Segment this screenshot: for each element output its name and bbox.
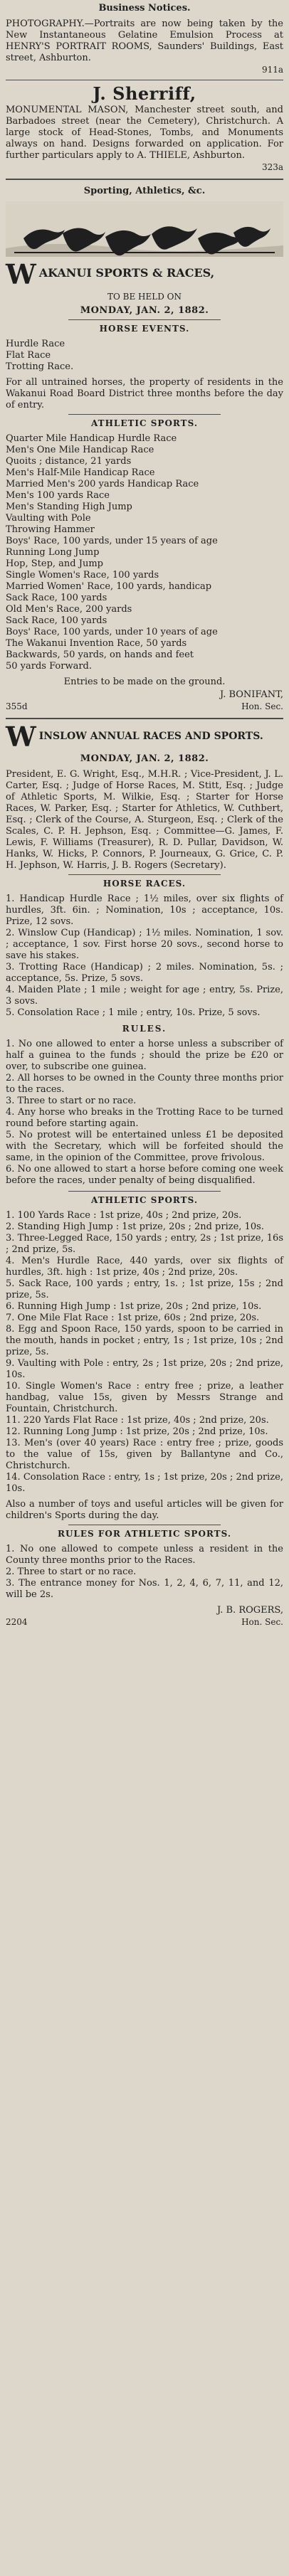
list-item: Men's One Mile Handicap Race: [6, 445, 154, 455]
wakanui-signature-name: J. BONIFANT,: [220, 689, 283, 700]
list-item: 3. The entrance money for Nos. 1, 2, 4, 6, 7, 11, and 12, will be 2s.: [6, 1578, 283, 1600]
wakanui-date: MONDAY, JAN. 2, 1882.: [80, 305, 209, 316]
wakanui-dropcap: W: [6, 258, 36, 290]
wakanui-horse-events-header: HORSE EVENTS.: [99, 324, 190, 334]
list-item: 13. Men's (over 40 years) Race : entry free ; prize, goods to the value of 15s, given by Ballantyne and Co., Christchurch.: [6, 1438, 283, 1471]
winslow-date: MONDAY, JAN. 2, 1882.: [80, 753, 209, 764]
winslow-code: 2204: [6, 1617, 28, 1627]
list-item: 9. Vaulting with Pole : entry, 2s ; 1st prize, 20s ; 2nd prize, 10s.: [6, 1358, 283, 1380]
list-item: Quoits ; distance, 21 yards: [6, 456, 132, 467]
list-item: Men's 100 yards Race: [6, 490, 110, 501]
divider: [6, 179, 283, 180]
list-item: Throwing Hammer: [6, 524, 95, 535]
list-item: 2. Three to start or no race.: [6, 1567, 137, 1577]
winslow-toys-line: Also a number of toys and useful articles will be given for children's Sports during the day.: [6, 1499, 283, 1521]
list-item: Vaulting with Pole: [6, 513, 91, 524]
winslow-title: INSLOW ANNUAL RACES AND SPORTS.: [38, 731, 263, 742]
list-item: 2. All horses to be owned in the County three months prior to the races.: [6, 1073, 283, 1095]
list-item: 11. 220 Yards Flat Race : 1st prize, 40s ; 2nd prize, 20s.: [6, 1415, 269, 1426]
winslow-rules-athletic-header: RULES FOR ATHLETIC SPORTS.: [57, 1529, 231, 1539]
list-item: Men's Standing High Jump: [6, 502, 132, 512]
list-item: 12. Running Long Jump : 1st prize, 20s ; 2nd prize, 10s.: [6, 1426, 268, 1437]
winslow-officials: President, E. G. Wright, Esq., M.H.R. ; Vice-President, J. L. Carter, Esq. ; Judge of Horse Races, M. Stitt, Esq. ; Judge of Athletic Sports, M. Wilkie, Esq. ; Starter for Horse Races, W. Parker, Esq. ; Starter for Athletics, W. Cuthbert, Esq. ; Clerk of the Course, A. Sturgeon, Esq. ; Clerk of the Scales, C. P. H. Jephson, Esq. ; Committee—G. James, F. Lewis, F. Williams (Treasurer), R. D. Pullar, Davidson, W. Hanks, W. Hicks, P. Connors, P. Journeaux, G. Grice, C. P. H. Jephson, W. Harris, J. B. Rogers (Secretary).: [6, 769, 283, 871]
list-item: 7. One Mile Flat Race : 1st prize, 60s ; 2nd prize, 20s.: [6, 1313, 260, 1323]
list-item: 5. No protest will be entertained unless £1 be deposited with the Secretary, which will be forfeited should the same, in the opinion of the Committee, prove frivolous.: [6, 1130, 283, 1163]
winslow-rules: [6, 1039, 283, 1187]
list-item: Married Men's 200 yards Handicap Race: [6, 479, 199, 489]
divider: [68, 874, 221, 875]
winslow-horse-races: [6, 894, 283, 1019]
list-item: 1. No one allowed to enter a horse unless a subscriber of half a guinea to the funds ; should the prize be £20 or over, to subscribe one guinea.: [6, 1039, 283, 1072]
list-item: Old Men's Race, 200 yards: [6, 604, 132, 615]
list-item: Single Women's Race, 100 yards: [6, 570, 159, 581]
divider: [68, 319, 221, 320]
wakanui-horse-events-note: For all untrained horses, the property of residents in the Wakanui Road Board District three months before the day of entry.: [6, 377, 283, 410]
list-item: 5. Consolation Race ; 1 mile ; entry, 10s. Prize, 5 sovs.: [6, 1007, 261, 1018]
list-item: 8. Egg and Spoon Race, 150 yards, spoon to be carried in the mouth, hands in pocket ; entry, 1s ; 1st prize, 10s ; 2nd prize, 5s.: [6, 1324, 283, 1357]
list-item: 2. Standing High Jump : 1st prize, 20s ; 2nd prize, 10s.: [6, 1221, 264, 1232]
list-item: 4. Maiden Plate ; 1 mile ; weight for age ; entry, 5s. Prize, 3 sovs.: [6, 985, 283, 1007]
list-item: Married Women' Race, 100 yards, handicap: [6, 581, 212, 592]
list-item: 1. Handicap Hurdle Race ; 1½ miles, over six flights of hurdles, 3ft. 6in. ; Nomination, 10s ; acceptance, 10s. Prize, 12 sovs.: [6, 894, 283, 927]
sherriff-title: J. Sherriff,: [93, 83, 196, 104]
list-item: 5. Sack Race, 100 yards ; entry, 1s. ; 1st prize, 15s ; 2nd prize, 5s.: [6, 1278, 283, 1300]
list-item: 4. Men's Hurdle Race, 440 yards, over six flights of hurdles, 3ft. high : 1st prize, 40s ; 2nd prize, 20s.: [6, 1256, 283, 1278]
winslow-rules-athletic: [6, 1544, 283, 1601]
winslow-signature-role: Hon. Sec.: [241, 1617, 283, 1627]
list-item: 2. Winslow Cup (Handicap) ; 1½ miles. Nomination, 1 sov. ; acceptance, 1 sov. First horse 20 sovs., second horse to save his stakes.: [6, 928, 283, 961]
winslow-horse-races-header: HORSE RACES.: [103, 879, 186, 889]
list-item: Flat Race: [6, 350, 51, 361]
sherriff-body: MONUMENTAL MASON, Manchester street south, and Barbadoes street (near the Cemetery), Christchurch. A large stock of Head-Stones, Tombs, and Monuments always on hand. Designs forwarded on application. For further particulars apply to A. THIELE, Ashburton.: [6, 105, 283, 161]
list-item: Running Long Jump: [6, 547, 100, 558]
list-item: Hop, Step, and Jump: [6, 558, 103, 569]
wakanui-athletic-events: [6, 433, 283, 672]
list-item: 3. Trotting Race (Handicap) ; 2 miles. Nomination, 5s. ; acceptance, 5s. Prize, 5 sovs.: [6, 962, 283, 984]
list-item: Hurdle Race: [6, 339, 65, 349]
winslow-athletic-events: [6, 1210, 283, 1495]
divider: [68, 1191, 221, 1192]
list-item: 4. Any horse who breaks in the Trotting Race to be turned round before starting again.: [6, 1107, 283, 1129]
photography-code: 911a: [261, 65, 283, 75]
list-item: 1. No one allowed to compete unless a resident in the County three months prior to the Races.: [6, 1544, 283, 1566]
sporting-header: Sporting, Athletics, &c.: [83, 186, 206, 196]
list-item: 1. 100 Yards Race : 1st prize, 40s ; 2nd prize, 20s.: [6, 1210, 242, 1221]
winslow-rules-header: RULES.: [122, 1024, 167, 1034]
photography-notice: PHOTOGRAPHY.—Portraits are now being taken by the New Instantaneous Gelatine Emulsion Process at HENRY'S PORTRAIT ROOMS, Saunders' Buildings, East street, Ashburton.: [6, 18, 283, 63]
list-item: 6. Running High Jump : 1st prize, 20s ; 2nd prize, 10s.: [6, 1301, 262, 1312]
list-item: Backwards, 50 yards, on hands and feet: [6, 650, 194, 660]
list-item: Sack Race, 100 yards: [6, 615, 107, 626]
winslow-signature-name: J. B. ROGERS,: [217, 1605, 283, 1616]
wakanui-horse-events: [6, 339, 283, 373]
business-notices-header: Business Notices.: [98, 3, 191, 14]
list-item: 6. No one allowed to start a horse before coming one week before the races, under penalty of being disqualified.: [6, 1164, 283, 1186]
wakanui-signature-role: Hon. Sec.: [241, 701, 283, 711]
list-item: 3. Three-Legged Race, 150 yards ; entry, 2s ; 1st prize, 16s ; 2nd prize, 5s.: [6, 1233, 283, 1255]
winslow-athletic-header: ATHLETIC SPORTS.: [90, 1195, 199, 1205]
sherriff-code: 323a: [261, 162, 283, 172]
list-item: The Wakanui Invention Race, 50 yards: [6, 638, 187, 649]
list-item: Trotting Race.: [6, 361, 74, 372]
divider: [6, 718, 283, 719]
wakanui-to-be-held: TO BE HELD ON: [107, 292, 182, 302]
list-item: 14. Consolation Race : entry, 1s ; 1st prize, 20s ; 2nd prize, 10s.: [6, 1472, 283, 1494]
list-item: 3. Three to start or no race.: [6, 1096, 137, 1106]
list-item: 10. Single Women's Race : entry free ; prize, a leather handbag, value 15s, given by Messrs Strange and Fountain, Christchurch.: [6, 1381, 283, 1414]
horse-race-illustration: [6, 201, 283, 257]
wakanui-code: 355d: [6, 701, 28, 711]
wakanui-entries-line: Entries to be made on the ground.: [63, 677, 226, 687]
list-item: Quarter Mile Handicap Hurdle Race: [6, 433, 177, 444]
list-item: 50 yards Forward.: [6, 661, 93, 672]
divider: [68, 414, 221, 415]
list-item: Boys' Race, 100 yards, under 10 years of age: [6, 627, 218, 637]
wakanui-athletic-header: ATHLETIC SPORTS.: [90, 418, 199, 428]
newspaper-page: [6, 0, 283, 1628]
list-item: Sack Race, 100 yards: [6, 593, 107, 603]
winslow-dropcap: W: [6, 721, 36, 753]
wakanui-title: AKANUI SPORTS & RACES,: [38, 266, 215, 280]
list-item: Men's Half-Mile Handicap Race: [6, 467, 155, 478]
list-item: Boys' Race, 100 yards, under 15 years of age: [6, 536, 218, 546]
